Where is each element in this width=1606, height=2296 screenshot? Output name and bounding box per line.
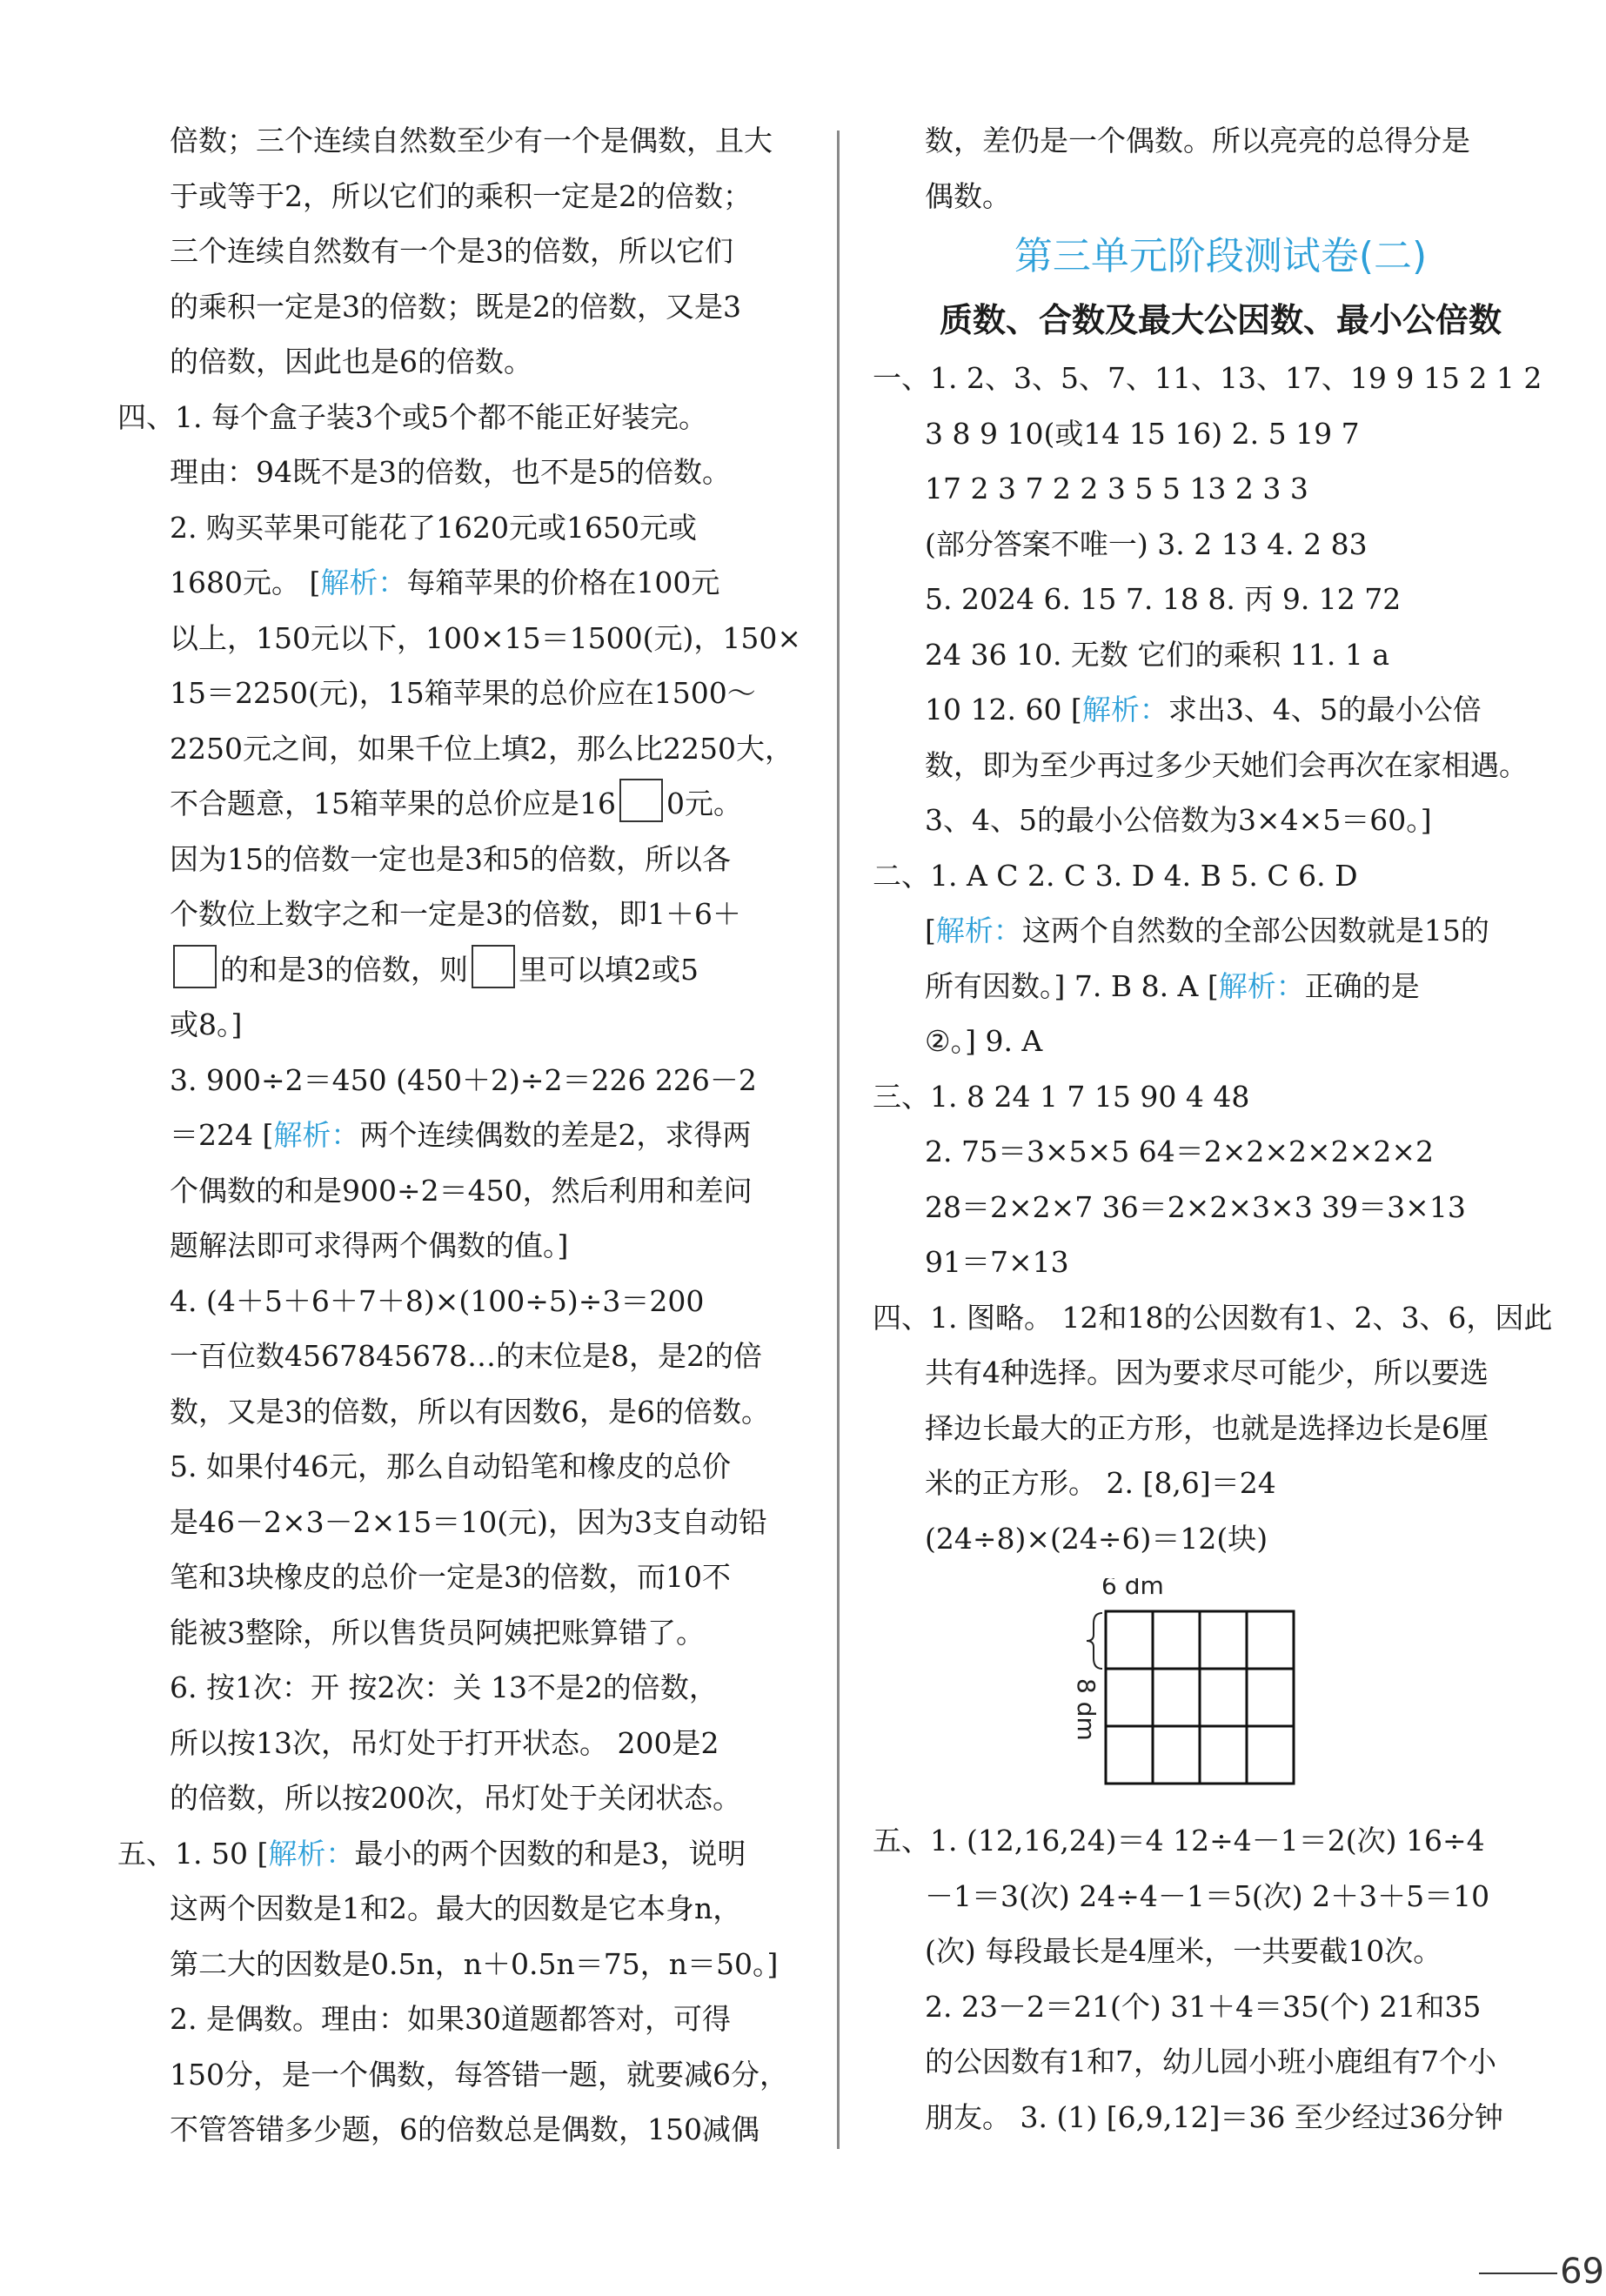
text-line: 数，又是3的倍数，所以有因数6，是6的倍数。	[170, 1394, 770, 1429]
text-line: 的倍数，所以按200次，吊灯处于关闭状态。	[170, 1781, 741, 1815]
text-line	[873, 959, 1569, 1014]
text-line	[117, 942, 813, 998]
height-label: 8 dm	[1072, 1678, 1101, 1741]
section-4-heading: 四、1. 图略。 12和18的公因数有1、2、3、6，因此	[873, 1300, 1553, 1335]
text-line: 150分，是一个偶数，每答错一题，就要减6分，	[170, 2057, 788, 2092]
text-line: (部分答案不唯一) 3. 2 13 4. 2 83	[925, 526, 1368, 561]
text-line: 因为15的倍数一定也是3和5的倍数，所以各	[170, 841, 731, 876]
analysis-label: 解析：	[1081, 693, 1168, 726]
column-divider	[837, 131, 840, 2149]
brace-icon	[1087, 1613, 1102, 1669]
analysis-label: 解析：	[1218, 968, 1305, 1003]
text-line: (次) 每段最长是4厘米，一共要截10次。	[925, 1934, 1442, 1968]
text-line: 能被3整除，所以售货员阿姨把账算错了。	[170, 1615, 705, 1650]
text-line	[873, 682, 1569, 738]
text-part: 里可以填2或5	[519, 952, 699, 987]
text-line: －1＝3(次) 24÷4－1＝5(次) 2＋3＋5＝10	[925, 1878, 1490, 1913]
text-line: 数，差仍是一个偶数。所以亮亮的总得分是	[925, 124, 1470, 157]
page-number-rule	[1479, 2273, 1557, 2274]
text-line: 2250元之间，如果千位上填2，那么比2250大，	[170, 731, 793, 766]
text-line: ②。] 9. A	[925, 1024, 1043, 1058]
text-line	[873, 903, 1569, 959]
text-line: 倍数；三个连续自然数至少有一个是偶数，且大	[170, 124, 773, 157]
text-line: 6. 按1次：开 按2次：关 13不是2的倍数，	[170, 1670, 718, 1704]
text-line: 笔和3块橡皮的总价一定是3的倍数，而10不	[170, 1560, 731, 1594]
text-line: 的乘积一定是3的倍数；既是2的倍数，又是3	[170, 289, 741, 324]
text-line: 是46－2×3－2×15＝10(元)，因为3支自动铅	[170, 1504, 768, 1539]
text-line: 一百位数4567845678…的末位是8，是2的倍	[170, 1339, 762, 1373]
text-line: (24÷8)×(24÷6)＝12(块)	[925, 1521, 1268, 1556]
text-line: 理由：94既不是3的倍数，也不是5的倍数。	[170, 455, 731, 489]
grid	[1106, 1611, 1294, 1784]
text-line: 3. 900÷2＝450 (450＋2)÷2＝226 226－2	[170, 1062, 757, 1097]
text-line: 这两个因数是1和2。最大的因数是它本身n，	[170, 1891, 742, 1925]
text-line: 28＝2×2×7 36＝2×2×3×3 39＝3×13	[925, 1189, 1466, 1224]
text-line: 个偶数的和是900÷2＝450，然后利用和差问	[170, 1173, 753, 1208]
text-part: 不合题意，15箱苹果的总价应是16	[170, 787, 616, 820]
text-line: 偶数。	[925, 178, 1011, 213]
left-column	[117, 113, 813, 2158]
section-title: 第三单元阶段测试卷(二)	[1014, 234, 1428, 278]
text-line	[117, 776, 813, 832]
blank-box	[472, 945, 515, 988]
text-part: 每箱苹果的价格在100元	[406, 566, 720, 599]
analysis-label: 解析：	[273, 1118, 360, 1152]
analysis-label: 解析：	[268, 1836, 355, 1871]
text-line: 所以按13次，吊灯处于打开状态。 200是2	[170, 1725, 719, 1760]
width-label: 6 dm	[1101, 1578, 1164, 1600]
blank-box	[619, 779, 663, 822]
text-line: 题解法即可求得两个偶数的值。]	[170, 1228, 569, 1262]
text-part: ＝224 [	[170, 1118, 274, 1152]
text-part: 0元。	[666, 787, 742, 820]
text-line: 米的正方形。 2. [8,6]＝24	[925, 1466, 1276, 1500]
text-line: 个数位上数字之和一定是3的倍数，即1＋6＋	[170, 897, 741, 931]
text-line: 5. 如果付46元，那么自动铅笔和橡皮的总价	[170, 1449, 731, 1483]
section-3-heading: 三、1. 8 24 1 7 15 90 4 48	[873, 1079, 1250, 1114]
section-subtitle: 质数、合数及最大公因数、最小公倍数	[939, 301, 1502, 339]
text-part: 的和是3的倍数，则	[220, 952, 468, 987]
section-5-heading	[117, 1826, 813, 1882]
text-line: 的倍数，因此也是6的倍数。	[170, 345, 532, 378]
text-part: 1680元。 [	[170, 566, 321, 599]
text-line: 3 8 9 10(或14 15 16) 2. 5 19 7	[925, 416, 1360, 451]
section-1-heading: 一、1. 2、3、5、7、11、13、17、19 9 15 2 1 2	[873, 361, 1542, 395]
text-line	[117, 555, 813, 611]
text-line: 第二大的因数是0.5n，n＋0.5n＝75，n＝50。]	[170, 1946, 779, 1981]
text-part: 这两个自然数的全部公因数就是15的	[1021, 914, 1489, 947]
text-line: 于或等于2，所以它们的乘积一定是2的倍数；	[170, 178, 752, 213]
grid-figure	[1054, 1578, 1315, 1796]
analysis-label: 解析：	[320, 566, 407, 599]
text-part: 所有因数。] 7. B 8. A [	[925, 968, 1219, 1003]
text-part: 五、1. 50 [	[117, 1836, 269, 1871]
right-column	[873, 113, 1569, 2145]
text-part: 10 12. 60 [	[925, 693, 1082, 726]
text-line: 24 36 10. 无数 它们的乘积 11. 1 a	[925, 637, 1390, 672]
blank-box	[173, 945, 217, 988]
text-line: 5. 2024 6. 15 7. 18 8. 丙 9. 12 72	[925, 582, 1402, 616]
text-line: 不管答错多少题，6的倍数总是偶数，150减偶	[170, 2112, 760, 2146]
text-part: 求出3、4、5的最小公倍	[1168, 693, 1482, 726]
text-line: 数，即为至少再过多少天她们会再次在家相遇。	[925, 747, 1528, 782]
section-2-heading: 二、1. A C 2. C 3. D 4. B 5. C 6. D	[873, 858, 1358, 893]
text-part: 两个连续偶数的差是2，求得两	[359, 1118, 752, 1152]
text-part: 最小的两个因数的和是3，说明	[354, 1836, 746, 1871]
text-line: 2. 是偶数。理由：如果30道题都答对，可得	[170, 2002, 731, 2036]
text-line: 15＝2250(元)，15箱苹果的总价应在1500～	[170, 676, 756, 710]
text-line: 4. (4＋5＋6＋7＋8)×(100÷5)÷3＝200	[170, 1283, 705, 1318]
text-line: 2. 23－2＝21(个) 31＋4＝35(个) 21和35	[925, 1989, 1482, 2024]
section-5-heading: 五、1. (12,16,24)＝4 12÷4－1＝2(次) 16÷4	[873, 1824, 1485, 1858]
text-line: 91＝7×13	[925, 1245, 1069, 1279]
text-line: 朋友。 3. (1) [6,9,12]＝36 至少经过36分钟	[925, 2099, 1503, 2134]
text-line: 3、4、5的最小公倍数为3×4×5＝60。]	[925, 803, 1432, 837]
section-4-heading: 四、1. 每个盒子装3个或5个都不能正好装完。	[117, 399, 707, 434]
text-line: 共有4种选择。因为要求尽可能少，所以要选	[925, 1356, 1489, 1389]
text-line: 的公因数有1和7，幼儿园小班小鹿组有7个小	[925, 2045, 1496, 2078]
text-line: 2. 75＝3×5×5 64＝2×2×2×2×2×2	[925, 1135, 1434, 1168]
text-line: 17 2 3 7 2 2 3 5 5 13 2 3 3	[925, 472, 1308, 505]
text-line: 三个连续自然数有一个是3的倍数，所以它们	[170, 234, 733, 268]
page-number: 69	[1560, 2252, 1604, 2292]
text-part: 正确的是	[1304, 968, 1420, 1003]
text-line	[117, 1108, 813, 1163]
text-line: 以上，150元以下，100×15＝1500(元)，150×	[170, 620, 801, 655]
text-part: [	[925, 914, 936, 947]
analysis-label: 解析：	[935, 914, 1022, 947]
text-line: 2. 购买苹果可能花了1620元或1650元或	[170, 510, 697, 545]
text-line: 或8。]	[170, 1007, 243, 1041]
text-line: 择边长最大的正方形，也就是选择边长是6厘	[925, 1410, 1489, 1445]
